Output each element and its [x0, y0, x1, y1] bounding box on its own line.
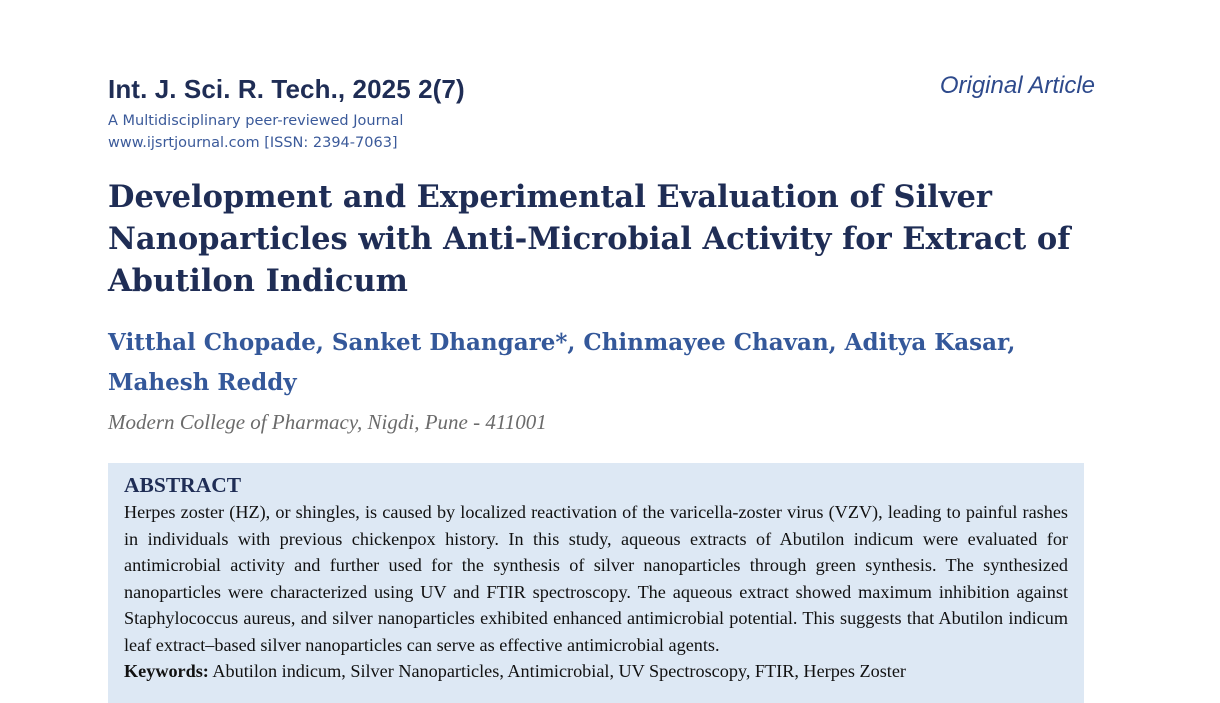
author-affiliation: Modern College of Pharmacy, Nigdi, Pune - 411001	[108, 410, 547, 434]
abstract-text: Herpes zoster (HZ), or shingles, is caused by localized reactivation of the varicella-zoster virus (VZV), leading to painful rashes in individuals with previous chickenpox history. In this study, aqueous extracts of Abutilon indicum were evaluated for antimicrobial activity and further used for the synthesis of silver nanoparticles through green synthesis. The synthesized nanoparticles were characterized using UV and FTIR spectroscopy. The aqueous extract showed maximum inhibition against Staphylococcus aureus, and silver nanoparticles exhibited enhanced antimicrobial potential. This suggests that Abutilon indicum leaf extract–based silver nanoparticles can serve as effective antimicrobial agents.	[124, 502, 1068, 655]
journal-title: Int. J. Sci. R. Tech., 2025 2(7)	[108, 74, 465, 104]
abstract-heading: ABSTRACT	[124, 473, 242, 497]
paper-title: Development and Experimental Evaluation of Silver Nanoparticles with Anti-Microbial Activity for Extract of Abutilon Indicum	[108, 179, 1071, 299]
author-list: Vitthal Chopade, Sanket Dhangare*, Chinmayee Chavan, Aditya Kasar, Mahesh Reddy	[108, 329, 1016, 396]
keywords-line	[124, 658, 1068, 685]
keywords-text: Abutilon indicum, Silver Nanoparticles, Antimicrobial, UV Spectroscopy, FTIR, Herpes Zoster	[212, 661, 906, 681]
journal-website: www.ijsrtjournal.com [ISSN: 2394-7063]	[108, 135, 398, 151]
keywords-label: Keywords:	[124, 661, 209, 681]
article-type-label: Original Article	[939, 72, 1095, 99]
abstract-box	[108, 463, 1084, 703]
journal-tagline: A Multidisciplinary peer-reviewed Journal	[108, 113, 404, 129]
